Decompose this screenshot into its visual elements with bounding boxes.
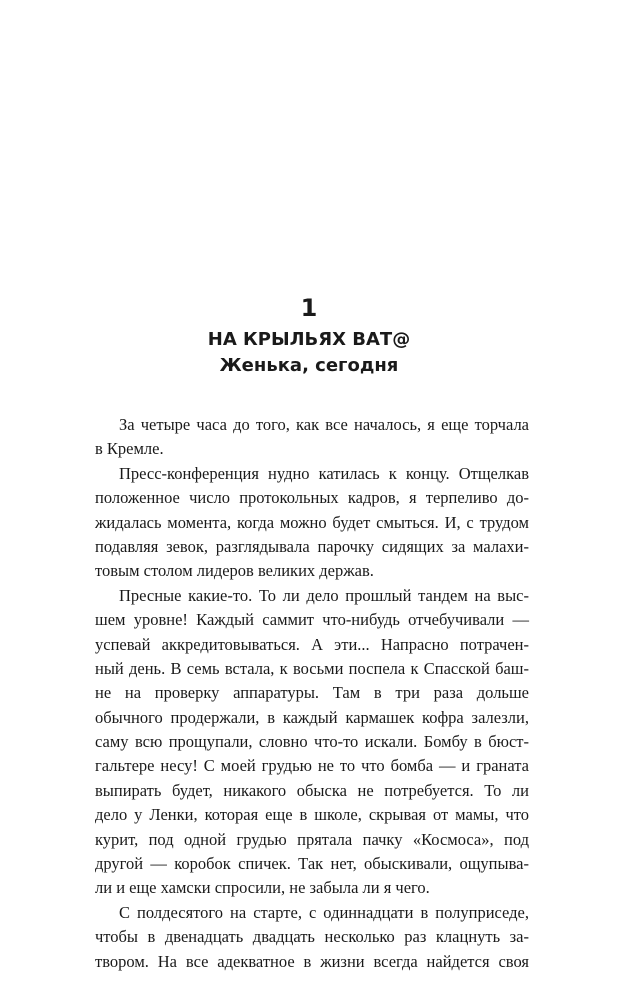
text-line: товым столом лидеров великих держав. bbox=[95, 561, 374, 581]
text-line: положенное число протокольных кадров, я терпеливо до- bbox=[95, 488, 529, 508]
text-line: в Кремле. bbox=[95, 439, 164, 459]
text-line: ли и еще хамски спросили, не забыла ли я чего. bbox=[95, 878, 430, 898]
text-line: С полдесятого на старте, с одиннадцати в полуприседе, bbox=[119, 902, 529, 922]
text-line: выпирать будет, никакого обыска не потребуется. То ли bbox=[95, 780, 529, 800]
text-line: успевай аккредитовываться. А эти... Напрасно потрачен- bbox=[95, 634, 529, 654]
text-line: другой — коробок спичек. Так нет, обыскивали, ощупыва- bbox=[95, 854, 529, 874]
text-line: подавляя зевок, разглядывала парочку сидящих за малахи- bbox=[95, 536, 529, 556]
text-line: За четыре часа до того, как все началось, я еще торчала bbox=[119, 415, 529, 434]
chapter-title: НА КРЫЛЬЯХ ВАТ@ bbox=[207, 329, 411, 350]
text-line: ный день. В семь встала, к восьми поспела к Спасской баш- bbox=[95, 658, 529, 678]
text-line: гальтере несу! С моей грудью не то что бомба — и граната bbox=[95, 756, 529, 776]
chapter-subtitle: Женька, сегодня bbox=[219, 355, 399, 376]
text-line: чтобы в двенадцать двадцать несколько раз клацнуть за- bbox=[95, 927, 529, 947]
chapter-heading bbox=[0, 292, 618, 378]
body-text bbox=[95, 413, 529, 974]
text-line: курит, под одной грудью прятала пачку «Космоса», под bbox=[95, 829, 529, 849]
text-line: шем уровне! Каждый саммит что-нибудь отчебучивали — bbox=[95, 610, 529, 630]
text-line: жидалась момента, когда можно будет смыться. И, с трудом bbox=[95, 512, 529, 532]
text-line: дело у Ленки, которая еще в школе, скрывая от мамы, что bbox=[95, 805, 529, 825]
text-line: Пресс-конференция нудно катилась к концу. Отщелкав bbox=[119, 463, 529, 483]
text-line: не на проверку аппаратуры. Там в три раза дольше bbox=[95, 683, 529, 703]
chapter-number: 1 bbox=[300, 294, 318, 322]
text-line: обычного продержали, в каждый кармашек кофра залезли, bbox=[95, 707, 529, 727]
text-line: саму всю прощупали, словно что-то искали. Бомбу в бюст- bbox=[95, 732, 529, 752]
text-line: твором. На все адекватное в жизни всегда найдется своя bbox=[95, 951, 529, 971]
text-line: Пресные какие-то. То ли дело прошлый тандем на выс- bbox=[119, 585, 529, 605]
